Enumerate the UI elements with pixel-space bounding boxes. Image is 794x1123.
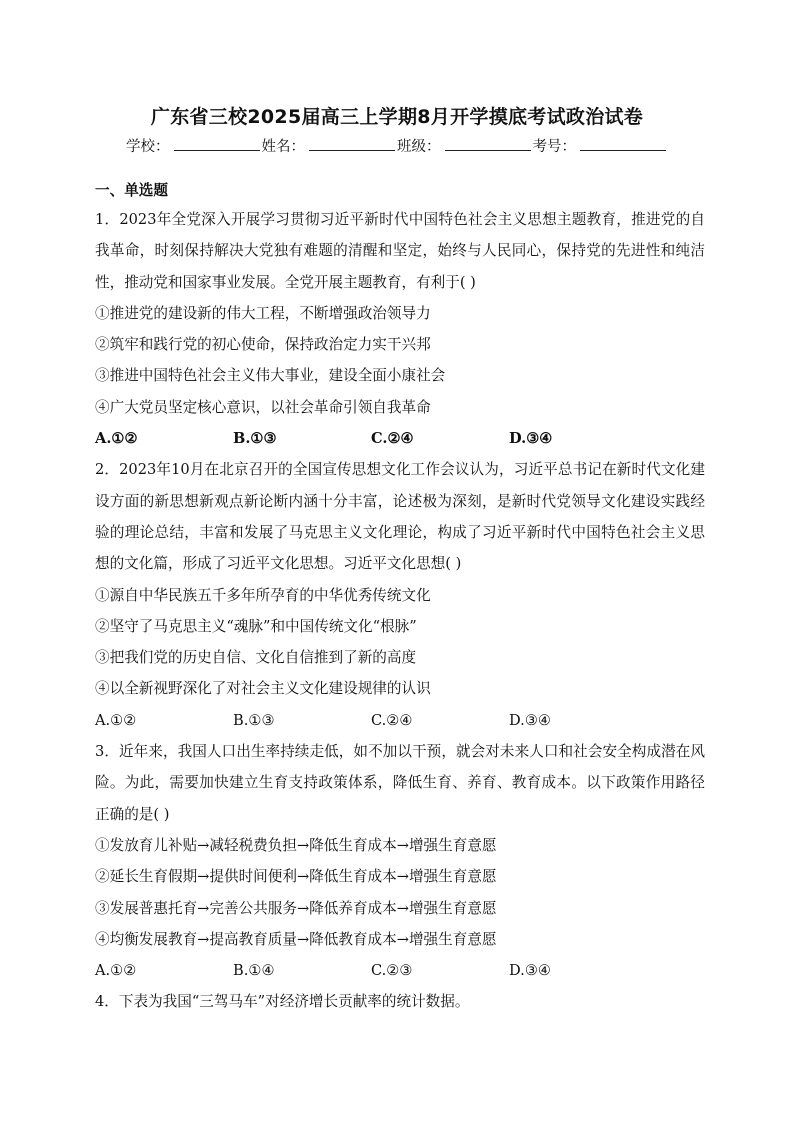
choice-c: C.②④ <box>371 711 413 729</box>
question-stem: 2．2023年10月在北京召开的全国宣传思想文化工作会议认为，习近平总书记在新时代文化建设方面的新思想新观点新论断内涵十分丰富，论述极为深刻，是新时代党领导文化建设实践经验的理论总结，丰富和发展了马克思主义文化理论，构成了习近平新时代中国特色社会主义思想的文化篇，形成了习近平文化思想。习近平文化思想( ) <box>95 461 705 573</box>
choice-b: B.①③ <box>233 711 275 729</box>
choice-a: A.①② <box>95 962 137 980</box>
student-info-row <box>0 135 794 156</box>
info-school-label: 学校： <box>126 139 170 155</box>
choice-c: C.②③ <box>371 962 413 980</box>
exam-content <box>95 178 705 1018</box>
question-stem: 3．近年来，我国人口出生率持续走低，如不加以干预，就会对未来人口和社会安全构成潜在风险。为此，需要加快建立生育支持政策体系，降低生育、养育、教育成本。以下政策作用路径正确的是( ) <box>95 743 705 823</box>
info-name-label: 姓名： <box>261 139 305 155</box>
question-option: ②坚守了马克思主义“魂脉”和中国传统文化“根脉” <box>95 617 417 635</box>
info-exam-number <box>533 135 669 156</box>
exam-title: 广东省三校2025届高三上学期8月开学摸底考试政治试卷 <box>150 106 644 128</box>
question-option: ①发放育儿补贴→减轻税费负担→降低生育成本→增强生育意愿 <box>95 836 497 854</box>
question-option: ①源自中华民族五千多年所孕育的中华优秀传统文化 <box>95 586 431 604</box>
question-4 <box>95 986 705 1017</box>
name-blank <box>309 136 395 151</box>
school-blank <box>174 136 260 151</box>
question-2 <box>95 454 705 736</box>
question-stem: 1．2023年全党深入开展学习贯彻习近平新时代中国特色社会主义思想主题教育，推进党的自我革命，时刻保持解决大党独有难题的清醒和坚定，始终与人民同心，保持党的先进性和纯洁性，推动党和国家事业发展。全党开展主题教育，有利于( ) <box>95 211 705 291</box>
question-option: ③推进中国特色社会主义伟大事业，建设全面小康社会 <box>95 367 446 385</box>
question-3 <box>95 736 705 986</box>
info-exam-number-label: 考号： <box>532 139 576 155</box>
question-option: ②延长生育假期→提供时间便利→降低生育成本→增强生育意愿 <box>95 868 497 886</box>
class-blank <box>445 136 531 151</box>
question-option: ③把我们党的历史自信、文化自信推到了新的高度 <box>95 649 417 667</box>
exam-number-blank <box>580 136 666 151</box>
question-1 <box>95 204 705 454</box>
info-class-label: 班级： <box>397 139 441 155</box>
choice-a: A.①② <box>95 430 138 448</box>
choice-d: D.③④ <box>509 711 551 729</box>
question-option: ④广大党员坚定核心意识，以社会革命引领自我革命 <box>95 398 431 416</box>
answer-choices <box>95 705 705 736</box>
choice-b: B.①④ <box>233 962 275 980</box>
choice-b: B.①③ <box>233 430 277 448</box>
info-school <box>126 135 262 156</box>
question-option: ④均衡发展教育→提高教育质量→降低教育成本→增强生育意愿 <box>95 930 497 948</box>
info-name <box>262 135 398 156</box>
question-option: ①推进党的建设新的伟大工程，不断增强政治领导力 <box>95 304 431 322</box>
question-option: ②筑牢和践行党的初心使命，保持政治定力实干兴邦 <box>95 336 431 354</box>
choice-d: D.③④ <box>509 430 553 448</box>
answer-choices <box>95 955 705 986</box>
question-stem: 4．下表为我国“三驾马车”对经济增长贡献率的统计数据。 <box>95 993 470 1011</box>
choice-a: A.①② <box>95 711 137 729</box>
section-title: 一、单选题 <box>95 182 168 199</box>
choice-c: C.②④ <box>371 430 414 448</box>
answer-choices <box>95 423 705 454</box>
question-option: ③发展普惠托育→完善公共服务→降低养育成本→增强生育意愿 <box>95 899 497 917</box>
question-option: ④以全新视野深化了对社会主义文化建设规律的认识 <box>95 680 431 698</box>
info-class <box>397 135 533 156</box>
choice-d: D.③④ <box>509 962 551 980</box>
